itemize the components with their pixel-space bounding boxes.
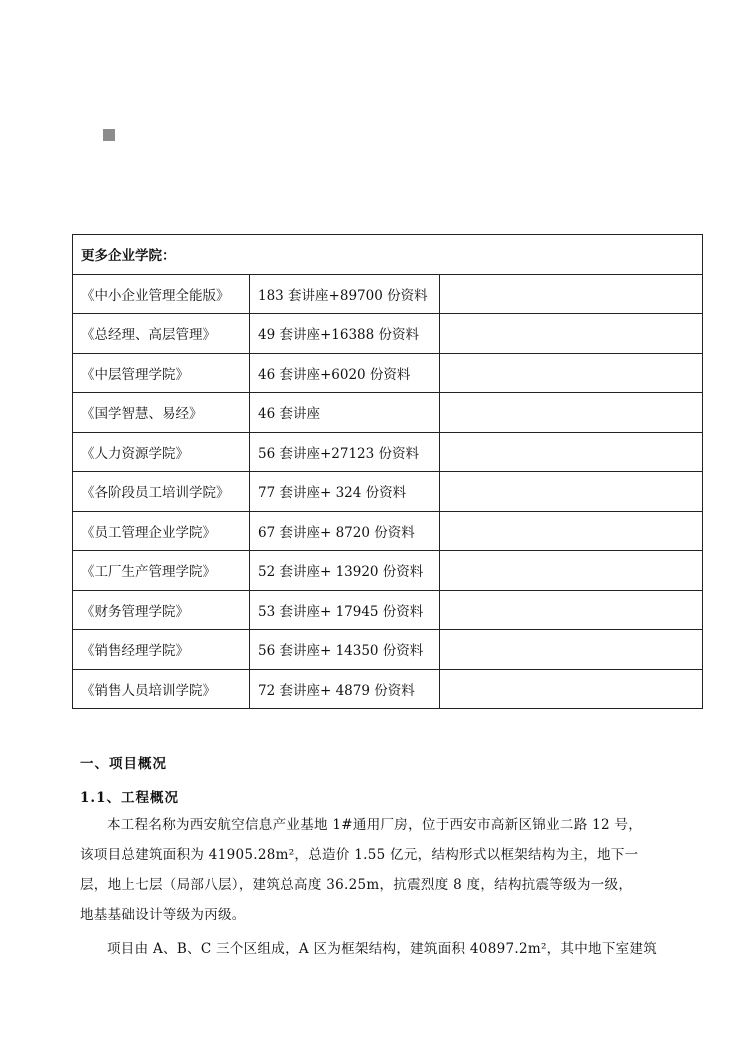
table-cell-extra (440, 274, 703, 314)
table-row (73, 314, 703, 354)
table-cell-extra (440, 314, 703, 354)
table-row (73, 274, 703, 314)
paragraph-line: 本工程名称为西安航空信息产业基地 1#通用厂房，位于西安市高新区锦业二路 12 号， (107, 817, 643, 833)
table-cell-content: 56 套讲座+ 14350 份资料 (250, 630, 440, 670)
table-row (73, 353, 703, 393)
table-cell-extra (440, 551, 703, 591)
table-cell-name: 《财务管理学院》 (73, 590, 250, 630)
table-cell-content: 67 套讲座+ 8720 份资料 (250, 511, 440, 551)
table-cell-content: 77 套讲座+ 324 份资料 (250, 472, 440, 512)
table-row (73, 511, 703, 551)
section-heading: 一、项目概况 (80, 756, 167, 772)
table-cell-extra (440, 472, 703, 512)
table-cell-content: 56 套讲座+27123 份资料 (250, 432, 440, 472)
paragraph-1 (80, 810, 670, 930)
table-cell-name: 《销售经理学院》 (73, 630, 250, 670)
table-row (73, 551, 703, 591)
table-row (73, 393, 703, 433)
subsection-heading: 1.1、工程概况 (80, 790, 179, 806)
table-cell-content: 72 套讲座+ 4879 份资料 (250, 669, 440, 709)
table-cell-name: 《人力资源学院》 (73, 432, 250, 472)
table-cell-extra (440, 432, 703, 472)
table-cell-name: 《中小企业管理全能版》 (73, 274, 250, 314)
table-row (73, 630, 703, 670)
course-table (72, 234, 703, 709)
table-cell-name: 《总经理、高层管理》 (73, 314, 250, 354)
table-cell-content: 53 套讲座+ 17945 份资料 (250, 590, 440, 630)
table-cell-content: 46 套讲座+6020 份资料 (250, 353, 440, 393)
paragraph-line: 该项目总建筑面积为 41905.28m²，总造价 1.55 亿元，结构形式以框架结构为主，地下一 (80, 847, 639, 863)
table-row (73, 669, 703, 709)
table-cell-extra (440, 511, 703, 551)
table-cell-extra (440, 669, 703, 709)
paragraph-line: 地基基础设计等级为丙级。 (80, 907, 246, 923)
table-cell-content: 46 套讲座 (250, 393, 440, 433)
table-cell-extra (440, 393, 703, 433)
table-cell-content: 183 套讲座+89700 份资料 (250, 274, 440, 314)
table-header: 更多企业学院： (73, 235, 703, 275)
table-cell-content: 49 套讲座+16388 份资料 (250, 314, 440, 354)
table-row (73, 432, 703, 472)
table-cell-extra (440, 353, 703, 393)
paragraph-2 (80, 934, 670, 964)
table-cell-name: 《中层管理学院》 (73, 353, 250, 393)
table-header-row (73, 235, 703, 275)
table-cell-name: 《工厂生产管理学院》 (73, 551, 250, 591)
table-cell-name: 《销售人员培训学院》 (73, 669, 250, 709)
table-row (73, 472, 703, 512)
table-cell-extra (440, 630, 703, 670)
table-cell-name: 《各阶段员工培训学院》 (73, 472, 250, 512)
table-cell-extra (440, 590, 703, 630)
paragraph-line: 层，地上七层（局部八层），建筑总高度 36.25m，抗震烈度 8 度，结构抗震等级为一级， (80, 877, 633, 893)
paragraph-line: 项目由 A、B、C 三个区组成，A 区为框架结构，建筑面积 40897.2m²，其中地下室建筑 (107, 941, 658, 957)
table-cell-name: 《员工管理企业学院》 (73, 511, 250, 551)
table-cell-content: 52 套讲座+ 13920 份资料 (250, 551, 440, 591)
bullet-square-icon (103, 129, 115, 141)
table-cell-name: 《国学智慧、易经》 (73, 393, 250, 433)
table-row (73, 590, 703, 630)
